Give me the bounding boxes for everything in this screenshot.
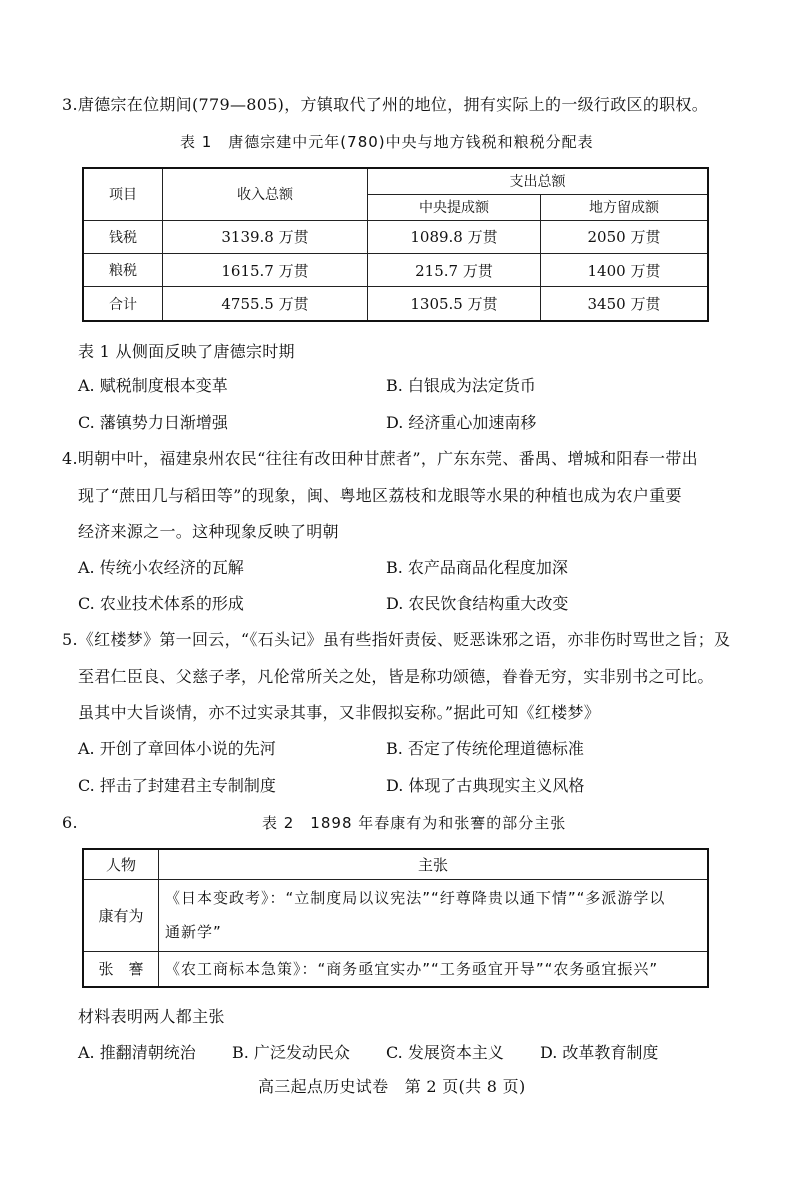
table1-caption: 表 1 唐德宗建中元年(780)中央与地方钱税和粮税分配表	[180, 133, 594, 151]
table1-header-local: 地方留成额	[541, 194, 709, 220]
table1-cell-income: 3139.8 万贯	[163, 220, 368, 253]
table2-view-kang-line1: 《日本变政考》：“立制度局以议宪法”“纡尊降贵以通下情”“多派游学以	[165, 889, 666, 907]
q6-option-b: B. 广泛发动民众	[232, 1043, 350, 1062]
table1-header-income: 收入总额	[163, 168, 368, 220]
q4-line1: 4.明朝中叶，福建泉州农民“往往有改田种甘蔗者”，广东东莞、番禺、增城和阳春一带出	[62, 449, 698, 468]
table1-cell-central: 1089.8 万贯	[368, 220, 541, 253]
q5-line2: 至君仁臣良、父慈子孝，凡伦常所关之处，皆是称功颂德，眷眷无穷，实非别书之可比。	[78, 667, 714, 686]
table-row	[83, 879, 708, 951]
q5-option-b: B. 否定了传统伦理道德标准	[386, 739, 584, 758]
q4-option-c: C. 农业技术体系的形成	[78, 594, 244, 613]
table1-cell-local: 3450 万贯	[541, 287, 709, 321]
table2-header-view: 主张	[159, 849, 709, 879]
q6-option-d: D. 改革教育制度	[540, 1043, 659, 1062]
q5-option-d: D. 体现了古典现实主义风格	[386, 776, 585, 795]
table1-header-item: 项目	[83, 168, 163, 220]
table1-header-central: 中央提成额	[368, 194, 541, 220]
table1-cell-central: 215.7 万贯	[368, 253, 541, 286]
table2-person-zhang: 张 謇	[83, 951, 159, 987]
table1-cell-item: 粮税	[83, 253, 163, 286]
q4-option-d: D. 农民饮食结构重大改变	[386, 594, 569, 613]
q5-line3: 虽其中大旨谈情，亦不过实录其事，又非假拟妄称。”据此可知《红楼梦》	[78, 703, 601, 722]
table2-view-kang	[159, 879, 709, 951]
q3-question: 表 1 从侧面反映了唐德宗时期	[78, 342, 295, 361]
table-row	[83, 220, 708, 253]
q5-line1: 5.《红楼梦》第一回云，“《石头记》虽有些指奸责佞、贬恶诛邪之语，亦非伤时骂世之旨；及	[62, 630, 731, 649]
table1-header-expense: 支出总额	[368, 168, 709, 194]
q4-option-b: B. 农产品商品化程度加深	[386, 558, 568, 577]
q3-stem: 3.唐德宗在位期间(779—805)，方镇取代了州的地位，拥有实际上的一级行政区的职权。	[62, 95, 709, 114]
q3-option-c: C. 藩镇势力日渐增强	[78, 413, 228, 432]
table1-cell-local: 1400 万贯	[541, 253, 709, 286]
page-footer: 高三起点历史试卷 第 2 页(共 8 页)	[258, 1077, 526, 1096]
table2-view-zhang: 《农工商标本急策》：“商务亟宜实办”“工务亟宜开导”“农务亟宜振兴”	[159, 951, 709, 987]
table1-cell-item: 合计	[83, 287, 163, 321]
q3-option-d: D. 经济重心加速南移	[386, 413, 537, 432]
table1-cell-income: 4755.5 万贯	[163, 287, 368, 321]
table-row	[83, 951, 708, 987]
table2-caption: 表 2 1898 年春康有为和张謇的部分主张	[262, 814, 567, 832]
q6-question: 材料表明两人都主张	[78, 1007, 225, 1026]
q4-line2: 现了“蔗田几与稻田等”的现象，闽、粤地区荔枝和龙眼等水果的种植也成为农户重要	[78, 486, 682, 505]
q6-number: 6.	[62, 813, 78, 832]
table1	[82, 167, 709, 322]
table1-cell-central: 1305.5 万贯	[368, 287, 541, 321]
table2-header-person: 人物	[83, 849, 159, 879]
table2-person-kang: 康有为	[83, 879, 159, 951]
q3-option-a: A. 赋税制度根本变革	[78, 376, 228, 395]
q4-line3: 经济来源之一。这种现象反映了明朝	[78, 522, 339, 541]
q3-option-b: B. 白银成为法定货币	[386, 376, 536, 395]
q4-option-a: A. 传统小农经济的瓦解	[78, 558, 244, 577]
table1-cell-income: 1615.7 万贯	[163, 253, 368, 286]
q6-option-c: C. 发展资本主义	[386, 1043, 504, 1062]
q5-option-c: C. 抨击了封建君主专制制度	[78, 776, 276, 795]
table2	[82, 848, 709, 988]
q5-option-a: A. 开创了章回体小说的先河	[78, 739, 276, 758]
table1-cell-item: 钱税	[83, 220, 163, 253]
table-row	[83, 253, 708, 286]
q6-option-a: A. 推翻清朝统治	[78, 1043, 196, 1062]
table1-cell-local: 2050 万贯	[541, 220, 709, 253]
table2-view-kang-line2: 通新学”	[165, 923, 222, 941]
table-row	[83, 287, 708, 321]
